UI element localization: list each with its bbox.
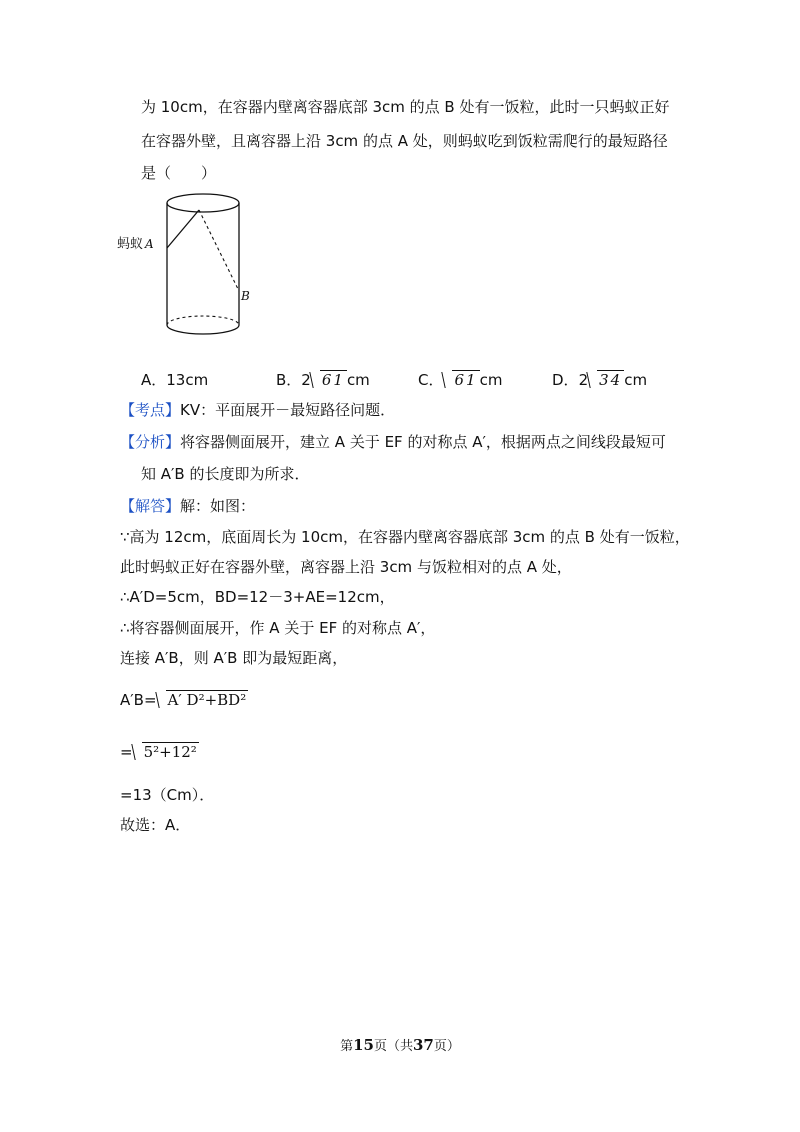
option-d [552,370,647,390]
radicand: 61 [454,371,478,389]
ant-label: 蚂蚁 [117,237,144,252]
answer-line: 故选：A． [120,816,191,834]
footer-page: 15 [353,1036,374,1054]
jieda-line-3: ∴A′D=5cm，BD=12－3+AE=12cm， [120,588,395,606]
fenxi-line-2: 知 A′B 的长度即为所求． [141,465,310,483]
fenxi-text-1: 将容器侧面展开，建立 A 关于 EF 的对称点 A′，根据两点之间线段最短可 [180,433,666,451]
jieda-tag: 【解答】 [120,497,181,515]
question-line-2: 在容器外壁，且离容器上沿 3cm 的点 A 处，则蚂蚁吃到饭粒需爬行的最短路径 [141,132,668,150]
jieda-line-1: ∵高为 12cm，底面周长为 10cm，在容器内壁离容器底部 3cm 的点 B 处有一饭粒， [120,528,690,546]
question-line-3: 是（ ） [141,164,217,182]
cylinder-figure [115,185,255,345]
option-letter: B． [276,371,302,389]
option-unit: cm [624,371,648,389]
option-c [418,370,502,390]
eq1-radicand: A′ D²+BD² [167,691,247,709]
option-b [276,370,370,390]
jieda-line-5: 连接 A′B，则 A′B 即为最短距离， [120,649,348,667]
radicand: 34 [599,371,623,389]
option-letter: D． [552,371,579,389]
eq1-lhs: A′B= [120,691,157,709]
eq2-lhs: = [120,743,133,761]
footer-total: 37 [413,1036,434,1054]
option-coef: 2 [301,371,311,389]
point-a-label: A [145,237,154,251]
page-footer [0,1035,800,1054]
footer-pre: 第 [340,1039,354,1054]
sqrt-sign [133,742,199,762]
option-a [141,370,208,390]
footer-post: 页） [433,1039,460,1054]
point-b-label: B [241,289,250,303]
fenxi-tag: 【分析】 [120,433,181,451]
equation-2 [120,742,199,762]
option-coef: 2 [578,371,589,389]
kaodian-text: KV：平面展开－最短路径问题． [180,401,396,419]
sqrt-sign [588,370,624,390]
sqrt-sign [443,370,479,390]
option-unit: cm [479,371,503,389]
jieda-head [120,496,255,516]
option-letter: A． [141,371,167,389]
kaodian-line [120,400,395,420]
jieda-line-4: ∴将容器侧面展开，作 A 关于 EF 的对称点 A′， [120,619,436,637]
option-value: 13cm [166,371,209,389]
eq2-radicand: 5²+12² [143,743,197,761]
fenxi-line-1 [120,432,666,452]
kaodian-tag: 【考点】 [120,401,181,419]
jieda-head-text: 解：如图： [180,497,256,515]
footer-mid: 页（共 [373,1039,413,1054]
option-unit: cm [346,371,370,389]
jieda-line-2: 此时蚂蚁正好在容器外壁，离容器上沿 3cm 与饭粒相对的点 A 处， [120,558,572,576]
sqrt-sign [157,690,249,710]
equation-1 [120,690,248,710]
sqrt-sign [311,370,347,390]
question-line-1: 为 10cm，在容器内壁离容器底部 3cm 的点 B 处有一饭粒，此时一只蚂蚁正好 [141,98,670,116]
option-letter: C． [418,371,444,389]
radicand: 61 [321,371,345,389]
equation-3: =13（Cm）． [120,786,215,804]
